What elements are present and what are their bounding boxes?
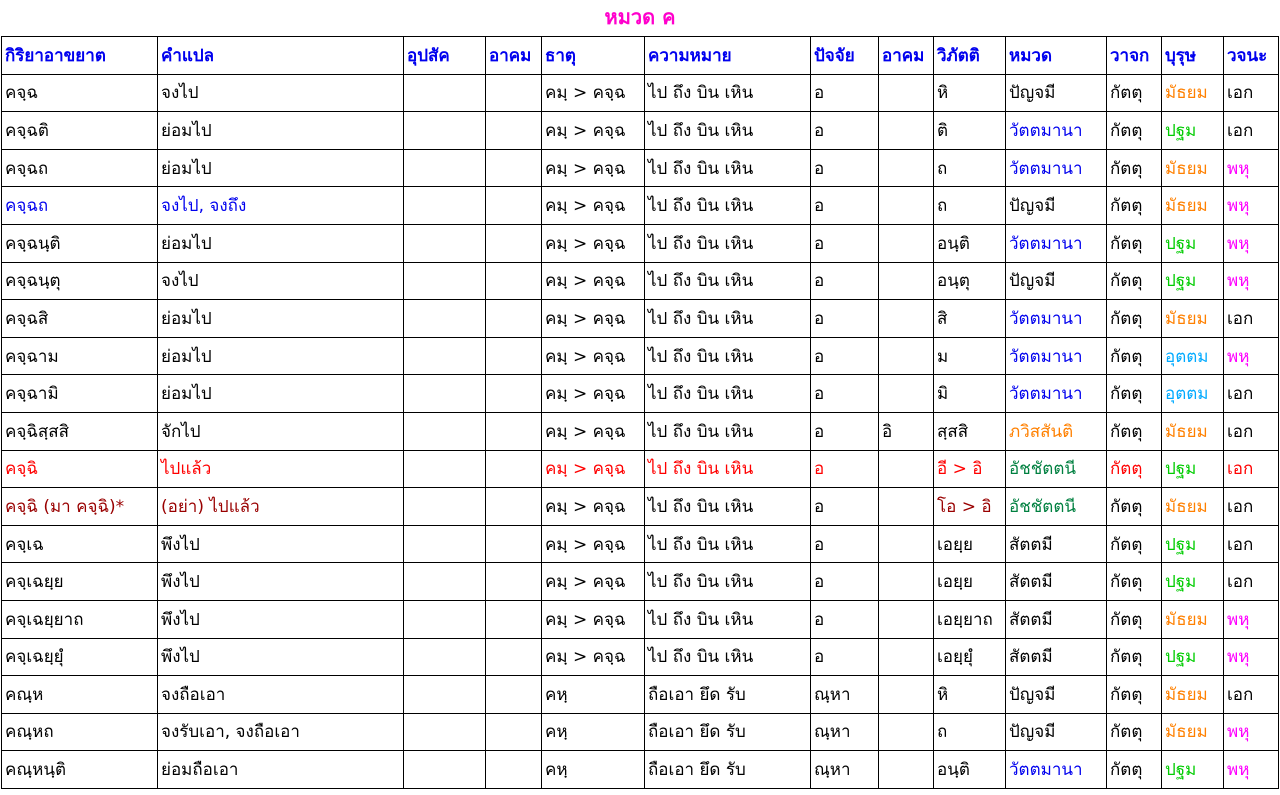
cell-voice: กัตตุ bbox=[1107, 676, 1162, 714]
cell-voice: กัตตุ bbox=[1107, 224, 1162, 262]
cell-translation: ย่อมไป bbox=[158, 224, 404, 262]
cell-augment-1 bbox=[486, 187, 542, 225]
cell-meaning: ถือเอา ยึด รับ bbox=[645, 713, 811, 751]
cell-ending: อนฺติ bbox=[934, 751, 1006, 789]
cell-voice: กัตตุ bbox=[1107, 375, 1162, 413]
cell-meaning: ถือเอา ยึด รับ bbox=[645, 676, 811, 714]
cell-person: อุตตม bbox=[1162, 337, 1224, 375]
cell-translation: ย่อมไป bbox=[158, 337, 404, 375]
cell-translation: พึงไป bbox=[158, 600, 404, 638]
cell-tense-group: วัตตมานา bbox=[1006, 337, 1107, 375]
cell-meaning: ไป ถึง บิน เหิน bbox=[645, 450, 811, 488]
table-row bbox=[2, 337, 1279, 375]
cell-tense-group: วัตตมานา bbox=[1006, 149, 1107, 187]
cell-prefix bbox=[404, 713, 486, 751]
cell-ending: ถ bbox=[934, 713, 1006, 751]
cell-augment-1 bbox=[486, 676, 542, 714]
cell-suffix: อ bbox=[811, 488, 879, 526]
cell-root: คมฺ > คจฺฉ bbox=[542, 375, 645, 413]
cell-person: ปฐม bbox=[1162, 224, 1224, 262]
cell-translation: ย่อมไป bbox=[158, 112, 404, 150]
header-augment-2: อาคม bbox=[879, 37, 934, 75]
cell-verb: คจฺฉถ bbox=[2, 187, 158, 225]
cell-voice: กัตตุ bbox=[1107, 300, 1162, 338]
cell-person: มัธยม bbox=[1162, 676, 1224, 714]
cell-number: เอก bbox=[1224, 300, 1279, 338]
cell-ending: หิ bbox=[934, 74, 1006, 112]
cell-number: เอก bbox=[1224, 112, 1279, 150]
cell-prefix bbox=[404, 751, 486, 789]
table-row bbox=[2, 713, 1279, 751]
cell-prefix bbox=[404, 638, 486, 676]
cell-ending: ถ bbox=[934, 149, 1006, 187]
cell-ending: หิ bbox=[934, 676, 1006, 714]
cell-augment-2 bbox=[879, 676, 934, 714]
cell-verb: คจฺฉนฺตุ bbox=[2, 262, 158, 300]
cell-tense-group: วัตตมานา bbox=[1006, 375, 1107, 413]
cell-prefix bbox=[404, 262, 486, 300]
cell-augment-1 bbox=[486, 450, 542, 488]
cell-suffix: อ bbox=[811, 450, 879, 488]
cell-ending: สิ bbox=[934, 300, 1006, 338]
cell-augment-1 bbox=[486, 563, 542, 601]
cell-translation: พึงไป bbox=[158, 563, 404, 601]
cell-suffix: อ bbox=[811, 112, 879, 150]
cell-root: คมฺ > คจฺฉ bbox=[542, 563, 645, 601]
cell-number: พหุ bbox=[1224, 224, 1279, 262]
cell-translation: จงไป bbox=[158, 262, 404, 300]
cell-tense-group: วัตตมานา bbox=[1006, 112, 1107, 150]
cell-augment-2 bbox=[879, 112, 934, 150]
cell-voice: กัตตุ bbox=[1107, 638, 1162, 676]
cell-augment-1 bbox=[486, 751, 542, 789]
cell-tense-group: สัตตมี bbox=[1006, 600, 1107, 638]
cell-augment-2 bbox=[879, 262, 934, 300]
cell-person: มัธยม bbox=[1162, 713, 1224, 751]
cell-root: คมฺ > คจฺฉ bbox=[542, 149, 645, 187]
cell-augment-2 bbox=[879, 638, 934, 676]
cell-augment-1 bbox=[486, 713, 542, 751]
table-row bbox=[2, 412, 1279, 450]
cell-person: มัธยม bbox=[1162, 149, 1224, 187]
cell-augment-2 bbox=[879, 337, 934, 375]
cell-verb: คณฺหถ bbox=[2, 713, 158, 751]
cell-person: มัธยม bbox=[1162, 300, 1224, 338]
cell-number: เอก bbox=[1224, 563, 1279, 601]
cell-verb: คจฺฉาม bbox=[2, 337, 158, 375]
cell-voice: กัตตุ bbox=[1107, 751, 1162, 789]
cell-meaning: ไป ถึง บิน เหิน bbox=[645, 187, 811, 225]
cell-suffix: อ bbox=[811, 149, 879, 187]
cell-ending: เอยฺยุํ bbox=[934, 638, 1006, 676]
cell-tense-group: สัตตมี bbox=[1006, 638, 1107, 676]
cell-number: พหุ bbox=[1224, 187, 1279, 225]
table-row bbox=[2, 563, 1279, 601]
cell-translation: จักไป bbox=[158, 412, 404, 450]
header-tense-group: หมวด bbox=[1006, 37, 1107, 75]
cell-person: ปฐม bbox=[1162, 450, 1224, 488]
cell-verb: คจฺฉถ bbox=[2, 149, 158, 187]
cell-number: พหุ bbox=[1224, 713, 1279, 751]
cell-augment-1 bbox=[486, 525, 542, 563]
cell-number: เอก bbox=[1224, 412, 1279, 450]
cell-person: มัธยม bbox=[1162, 412, 1224, 450]
cell-prefix bbox=[404, 187, 486, 225]
header-ending: วิภัตติ bbox=[934, 37, 1006, 75]
cell-tense-group: ปัญจมี bbox=[1006, 676, 1107, 714]
cell-prefix bbox=[404, 676, 486, 714]
cell-voice: กัตตุ bbox=[1107, 262, 1162, 300]
cell-augment-2 bbox=[879, 74, 934, 112]
cell-ending: ม bbox=[934, 337, 1006, 375]
cell-root: คมฺ > คจฺฉ bbox=[542, 74, 645, 112]
cell-voice: กัตตุ bbox=[1107, 563, 1162, 601]
cell-suffix: อ bbox=[811, 74, 879, 112]
cell-prefix bbox=[404, 300, 486, 338]
cell-translation: พึงไป bbox=[158, 525, 404, 563]
cell-number: พหุ bbox=[1224, 262, 1279, 300]
cell-verb: คจฺเฉยฺยาถ bbox=[2, 600, 158, 638]
cell-meaning: ไป ถึง บิน เหิน bbox=[645, 337, 811, 375]
cell-augment-1 bbox=[486, 224, 542, 262]
cell-root: คหฺ bbox=[542, 713, 645, 751]
cell-augment-2 bbox=[879, 563, 934, 601]
cell-prefix bbox=[404, 412, 486, 450]
cell-ending: ถ bbox=[934, 187, 1006, 225]
cell-translation: ย่อมไป bbox=[158, 375, 404, 413]
cell-augment-2 bbox=[879, 751, 934, 789]
cell-root: คมฺ > คจฺฉ bbox=[542, 638, 645, 676]
cell-tense-group: สัตตมี bbox=[1006, 525, 1107, 563]
header-person: บุรุษ bbox=[1162, 37, 1224, 75]
cell-root: คหฺ bbox=[542, 751, 645, 789]
cell-verb: คจฺฉามิ bbox=[2, 375, 158, 413]
cell-number: เอก bbox=[1224, 488, 1279, 526]
cell-meaning: ไป ถึง บิน เหิน bbox=[645, 600, 811, 638]
cell-suffix: อ bbox=[811, 600, 879, 638]
cell-translation: ไปแล้ว bbox=[158, 450, 404, 488]
cell-root: คมฺ > คจฺฉ bbox=[542, 112, 645, 150]
cell-augment-1 bbox=[486, 112, 542, 150]
cell-tense-group: สัตตมี bbox=[1006, 563, 1107, 601]
cell-verb: คจฺฉสิ bbox=[2, 300, 158, 338]
cell-translation: จงถือเอา bbox=[158, 676, 404, 714]
cell-augment-1 bbox=[486, 488, 542, 526]
table-row bbox=[2, 149, 1279, 187]
cell-verb: คจฺฉนฺติ bbox=[2, 224, 158, 262]
cell-meaning: ไป ถึง บิน เหิน bbox=[645, 412, 811, 450]
cell-prefix bbox=[404, 563, 486, 601]
cell-suffix: ณฺหา bbox=[811, 713, 879, 751]
cell-suffix: อ bbox=[811, 375, 879, 413]
cell-verb: คจฺฉ bbox=[2, 74, 158, 112]
cell-augment-2 bbox=[879, 224, 934, 262]
cell-voice: กัตตุ bbox=[1107, 187, 1162, 225]
cell-prefix bbox=[404, 112, 486, 150]
cell-voice: กัตตุ bbox=[1107, 450, 1162, 488]
cell-suffix: อ bbox=[811, 187, 879, 225]
table-row bbox=[2, 112, 1279, 150]
cell-augment-1 bbox=[486, 412, 542, 450]
cell-suffix: อ bbox=[811, 300, 879, 338]
cell-meaning: ไป ถึง บิน เหิน bbox=[645, 74, 811, 112]
cell-root: คมฺ > คจฺฉ bbox=[542, 412, 645, 450]
table-row bbox=[2, 488, 1279, 526]
cell-verb: คณฺห bbox=[2, 676, 158, 714]
cell-tense-group: วัตตมานา bbox=[1006, 224, 1107, 262]
cell-tense-group: ภวิสสันติ bbox=[1006, 412, 1107, 450]
cell-verb: คณฺหนฺติ bbox=[2, 751, 158, 789]
table-row bbox=[2, 638, 1279, 676]
cell-translation: จงไป, จงถึง bbox=[158, 187, 404, 225]
cell-ending: อี > อิ bbox=[934, 450, 1006, 488]
cell-translation: ย่อมไป bbox=[158, 149, 404, 187]
cell-translation: ย่อมไป bbox=[158, 300, 404, 338]
cell-meaning: ไป ถึง บิน เหิน bbox=[645, 262, 811, 300]
cell-person: ปฐม bbox=[1162, 112, 1224, 150]
cell-suffix: อ bbox=[811, 262, 879, 300]
cell-augment-2: อิ bbox=[879, 412, 934, 450]
cell-augment-2 bbox=[879, 187, 934, 225]
cell-translation: พึงไป bbox=[158, 638, 404, 676]
cell-person: ปฐม bbox=[1162, 262, 1224, 300]
cell-tense-group: วัตตมานา bbox=[1006, 751, 1107, 789]
header-translation: คำแปล bbox=[158, 37, 404, 75]
cell-ending: ติ bbox=[934, 112, 1006, 150]
cell-verb: คจฺฉิ (มา คจฺฉิ)* bbox=[2, 488, 158, 526]
cell-suffix: อ bbox=[811, 563, 879, 601]
cell-tense-group: อัชชัตตนี bbox=[1006, 488, 1107, 526]
cell-augment-2 bbox=[879, 713, 934, 751]
cell-voice: กัตตุ bbox=[1107, 525, 1162, 563]
cell-translation: จงไป bbox=[158, 74, 404, 112]
cell-meaning: ถือเอา ยึด รับ bbox=[645, 751, 811, 789]
cell-number: พหุ bbox=[1224, 600, 1279, 638]
cell-root: คมฺ > คจฺฉ bbox=[542, 187, 645, 225]
cell-suffix: ณฺหา bbox=[811, 751, 879, 789]
cell-person: ปฐม bbox=[1162, 563, 1224, 601]
cell-prefix bbox=[404, 149, 486, 187]
cell-number: พหุ bbox=[1224, 751, 1279, 789]
cell-augment-1 bbox=[486, 74, 542, 112]
header-verb: กิริยาอาขยาต bbox=[2, 37, 158, 75]
cell-meaning: ไป ถึง บิน เหิน bbox=[645, 112, 811, 150]
cell-root: คมฺ > คจฺฉ bbox=[542, 488, 645, 526]
cell-augment-1 bbox=[486, 262, 542, 300]
cell-translation: ย่อมถือเอา bbox=[158, 751, 404, 789]
table-row bbox=[2, 262, 1279, 300]
table-row bbox=[2, 525, 1279, 563]
cell-augment-2 bbox=[879, 450, 934, 488]
cell-ending: โอ > อิ bbox=[934, 488, 1006, 526]
cell-tense-group: อัชชัตตนี bbox=[1006, 450, 1107, 488]
cell-meaning: ไป ถึง บิน เหิน bbox=[645, 224, 811, 262]
cell-suffix: ณฺหา bbox=[811, 676, 879, 714]
cell-person: มัธยม bbox=[1162, 74, 1224, 112]
cell-voice: กัตตุ bbox=[1107, 488, 1162, 526]
header-number: วจนะ bbox=[1224, 37, 1279, 75]
table-row bbox=[2, 187, 1279, 225]
table-body bbox=[2, 74, 1279, 788]
cell-number: เอก bbox=[1224, 676, 1279, 714]
cell-prefix bbox=[404, 600, 486, 638]
conjugation-table bbox=[1, 36, 1279, 789]
header-voice: วาจก bbox=[1107, 37, 1162, 75]
cell-prefix bbox=[404, 450, 486, 488]
cell-number: เอก bbox=[1224, 74, 1279, 112]
cell-tense-group: วัตตมานา bbox=[1006, 300, 1107, 338]
cell-meaning: ไป ถึง บิน เหิน bbox=[645, 488, 811, 526]
cell-prefix bbox=[404, 74, 486, 112]
cell-augment-1 bbox=[486, 638, 542, 676]
cell-augment-1 bbox=[486, 337, 542, 375]
cell-root: คมฺ > คจฺฉ bbox=[542, 600, 645, 638]
cell-root: คมฺ > คจฺฉ bbox=[542, 224, 645, 262]
header-prefix: อุปสัค bbox=[404, 37, 486, 75]
cell-person: มัธยม bbox=[1162, 600, 1224, 638]
cell-number: เอก bbox=[1224, 450, 1279, 488]
header-meaning: ความหมาย bbox=[645, 37, 811, 75]
table-row bbox=[2, 300, 1279, 338]
cell-number: พหุ bbox=[1224, 638, 1279, 676]
cell-voice: กัตตุ bbox=[1107, 74, 1162, 112]
cell-suffix: อ bbox=[811, 525, 879, 563]
cell-root: คมฺ > คจฺฉ bbox=[542, 337, 645, 375]
cell-person: ปฐม bbox=[1162, 751, 1224, 789]
cell-translation: จงรับเอา, จงถือเอา bbox=[158, 713, 404, 751]
cell-meaning: ไป ถึง บิน เหิน bbox=[645, 375, 811, 413]
cell-ending: อนฺตุ bbox=[934, 262, 1006, 300]
cell-verb: คจฺฉิ bbox=[2, 450, 158, 488]
cell-number: พหุ bbox=[1224, 337, 1279, 375]
cell-root: คมฺ > คจฺฉ bbox=[542, 262, 645, 300]
table-row bbox=[2, 600, 1279, 638]
cell-suffix: อ bbox=[811, 412, 879, 450]
cell-ending: เอยฺย bbox=[934, 525, 1006, 563]
cell-number: พหุ bbox=[1224, 149, 1279, 187]
cell-meaning: ไป ถึง บิน เหิน bbox=[645, 149, 811, 187]
cell-voice: กัตตุ bbox=[1107, 713, 1162, 751]
cell-augment-2 bbox=[879, 300, 934, 338]
cell-meaning: ไป ถึง บิน เหิน bbox=[645, 300, 811, 338]
cell-voice: กัตตุ bbox=[1107, 149, 1162, 187]
cell-meaning: ไป ถึง บิน เหิน bbox=[645, 638, 811, 676]
cell-verb: คจฺเฉยฺยุํ bbox=[2, 638, 158, 676]
cell-ending: มิ bbox=[934, 375, 1006, 413]
header-augment-1: อาคม bbox=[486, 37, 542, 75]
table-row bbox=[2, 751, 1279, 789]
cell-augment-1 bbox=[486, 600, 542, 638]
cell-tense-group: ปัญจมี bbox=[1006, 74, 1107, 112]
cell-augment-2 bbox=[879, 375, 934, 413]
header-suffix: ปัจจัย bbox=[811, 37, 879, 75]
cell-suffix: อ bbox=[811, 337, 879, 375]
cell-meaning: ไป ถึง บิน เหิน bbox=[645, 563, 811, 601]
cell-verb: คจฺเฉ bbox=[2, 525, 158, 563]
cell-augment-2 bbox=[879, 149, 934, 187]
cell-person: ปฐม bbox=[1162, 638, 1224, 676]
cell-root: คมฺ > คจฺฉ bbox=[542, 300, 645, 338]
cell-person: ปฐม bbox=[1162, 525, 1224, 563]
cell-verb: คจฺฉติ bbox=[2, 112, 158, 150]
cell-ending: เอยฺย bbox=[934, 563, 1006, 601]
cell-voice: กัตตุ bbox=[1107, 600, 1162, 638]
cell-prefix bbox=[404, 375, 486, 413]
cell-voice: กัตตุ bbox=[1107, 112, 1162, 150]
cell-ending: สฺสสิ bbox=[934, 412, 1006, 450]
cell-prefix bbox=[404, 224, 486, 262]
cell-verb: คจฺฉิสฺสสิ bbox=[2, 412, 158, 450]
cell-translation: (อย่า) ไปแล้ว bbox=[158, 488, 404, 526]
cell-tense-group: ปัญจมี bbox=[1006, 262, 1107, 300]
cell-augment-2 bbox=[879, 600, 934, 638]
cell-root: คมฺ > คจฺฉ bbox=[542, 450, 645, 488]
cell-verb: คจฺเฉยฺย bbox=[2, 563, 158, 601]
cell-ending: อนฺติ bbox=[934, 224, 1006, 262]
cell-person: มัธยม bbox=[1162, 187, 1224, 225]
cell-number: เอก bbox=[1224, 525, 1279, 563]
cell-number: เอก bbox=[1224, 375, 1279, 413]
cell-tense-group: ปัญจมี bbox=[1006, 187, 1107, 225]
cell-augment-1 bbox=[486, 375, 542, 413]
cell-meaning: ไป ถึง บิน เหิน bbox=[645, 525, 811, 563]
cell-augment-2 bbox=[879, 525, 934, 563]
cell-person: อุตตม bbox=[1162, 375, 1224, 413]
page-title: หมวด ค bbox=[604, 5, 676, 29]
cell-root: คหฺ bbox=[542, 676, 645, 714]
cell-suffix: อ bbox=[811, 224, 879, 262]
header-row bbox=[2, 37, 1279, 75]
cell-person: มัธยม bbox=[1162, 488, 1224, 526]
cell-prefix bbox=[404, 525, 486, 563]
table-row bbox=[2, 224, 1279, 262]
table-row bbox=[2, 74, 1279, 112]
cell-augment-1 bbox=[486, 300, 542, 338]
table-row bbox=[2, 375, 1279, 413]
cell-prefix bbox=[404, 337, 486, 375]
table-row bbox=[2, 676, 1279, 714]
header-root: ธาตุ bbox=[542, 37, 645, 75]
cell-suffix: อ bbox=[811, 638, 879, 676]
table-row bbox=[2, 450, 1279, 488]
cell-voice: กัตตุ bbox=[1107, 412, 1162, 450]
cell-prefix bbox=[404, 488, 486, 526]
cell-augment-1 bbox=[486, 149, 542, 187]
cell-ending: เอยฺยาถ bbox=[934, 600, 1006, 638]
cell-tense-group: ปัญจมี bbox=[1006, 713, 1107, 751]
cell-root: คมฺ > คจฺฉ bbox=[542, 525, 645, 563]
cell-augment-2 bbox=[879, 488, 934, 526]
cell-voice: กัตตุ bbox=[1107, 337, 1162, 375]
